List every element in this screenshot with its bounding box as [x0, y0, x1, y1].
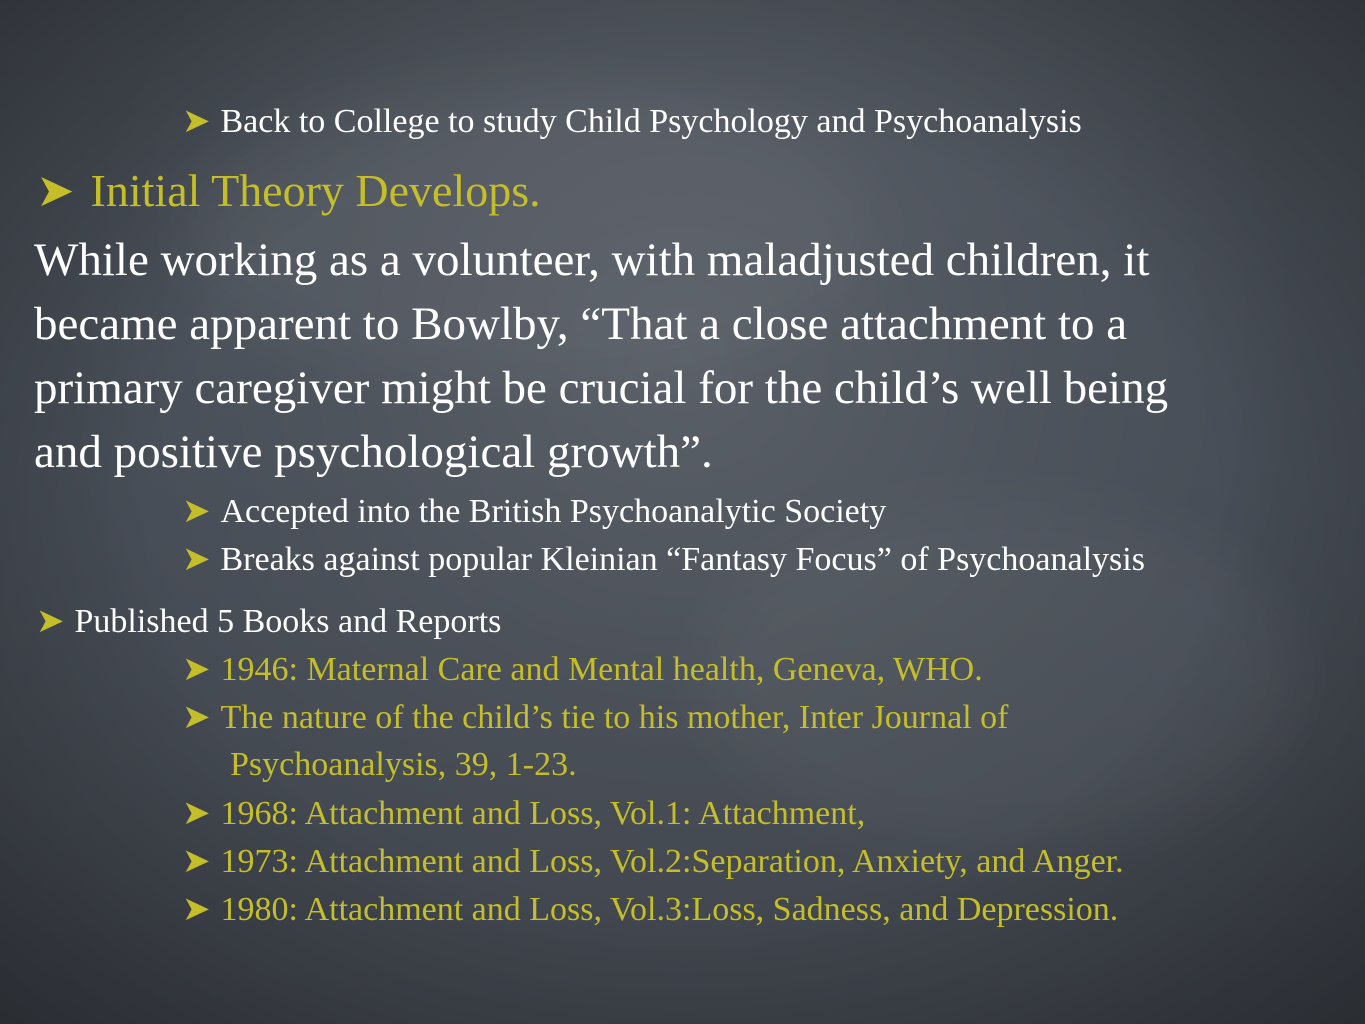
publication-item — [182, 889, 1119, 929]
section-heading — [36, 163, 541, 217]
sub-bullet-text: Accepted into the British Psychoanalytic Society — [220, 493, 887, 530]
paragraph-line: and positive psychological growth”. — [34, 426, 713, 478]
publication-text: 1973: Attachment and Loss, Vol.2:Separation, Anxiety, and Anger. — [220, 843, 1124, 880]
arrow-bullet-icon: ➤ — [36, 601, 65, 641]
arrow-bullet-icon: ➤ — [182, 491, 211, 531]
publication-text: 1980: Attachment and Loss, Vol.3:Loss, Sadness, and Depression. — [220, 891, 1119, 928]
arrow-bullet-icon: ➤ — [182, 793, 211, 833]
paragraph-line: While working as a volunteer, with maladjusted children, it — [34, 234, 1150, 286]
sub-bullet-society — [182, 491, 887, 531]
arrow-bullet-icon: ➤ — [182, 539, 211, 579]
publication-item-continuation — [230, 748, 577, 782]
arrow-bullet-icon: ➤ — [182, 841, 211, 881]
arrow-bullet-icon: ➤ — [182, 889, 211, 929]
heading-text: Initial Theory Develops. — [90, 165, 541, 216]
publication-text: Psychoanalysis, 39, 1-23. — [230, 746, 577, 783]
sub-bullet-kleinian — [182, 539, 1145, 579]
theory-paragraph — [34, 228, 1344, 484]
publication-item — [182, 649, 983, 689]
sub-bullet-text: Breaks against popular Kleinian “Fantasy Focus” of Psychoanalysis — [220, 541, 1145, 578]
intro-bullet-text: Back to College to study Child Psychology and Psychoanalysis — [220, 103, 1082, 140]
paragraph-line: became apparent to Bowlby, “That a close attachment to a — [34, 298, 1128, 350]
publication-text: 1946: Maternal Care and Mental health, Geneva, WHO. — [220, 651, 983, 688]
arrow-bullet-icon: ➤ — [182, 649, 211, 689]
arrow-bullet-icon: ➤ — [182, 697, 211, 737]
publication-item — [182, 697, 1009, 737]
publication-text: The nature of the child’s tie to his mother, Inter Journal of — [220, 699, 1009, 736]
intro-bullet — [182, 101, 1082, 141]
publication-text: 1968: Attachment and Loss, Vol.1: Attachment, — [220, 795, 866, 832]
arrow-bullet-icon: ➤ — [182, 101, 211, 141]
publication-item — [182, 793, 866, 833]
paragraph-line: primary caregiver might be crucial for the child’s well being — [34, 362, 1169, 414]
publications-bullet — [36, 601, 502, 641]
publications-bullet-text: Published 5 Books and Reports — [74, 603, 502, 640]
publication-item — [182, 841, 1124, 881]
arrow-bullet-icon: ➤ — [36, 163, 75, 217]
